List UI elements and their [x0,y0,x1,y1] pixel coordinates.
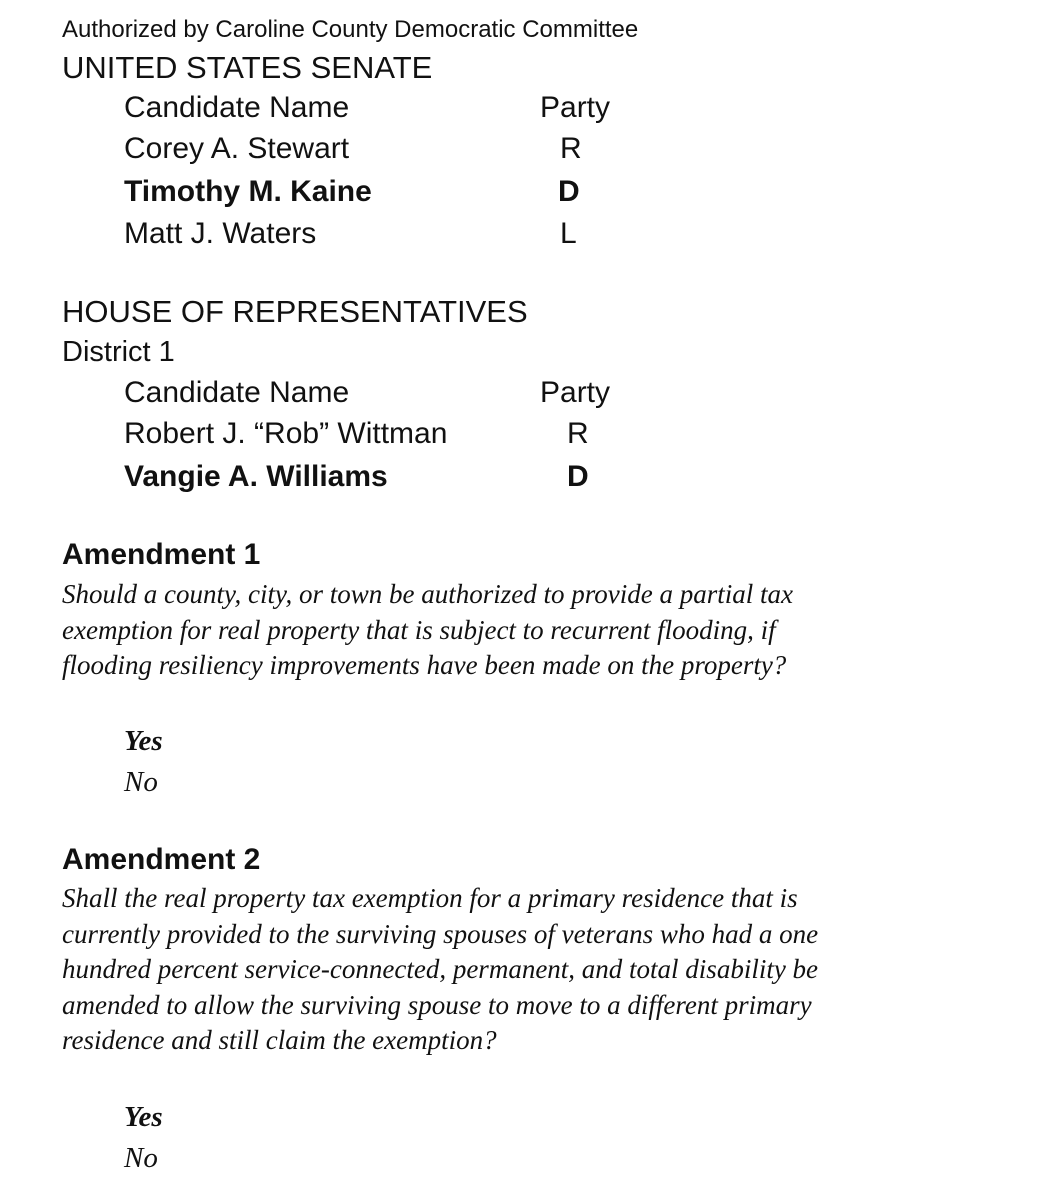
question-line: residence and still claim the exemption? [62,1025,497,1055]
amendment-2-question [62,881,942,1059]
amendment-1-option-no: No [124,766,158,798]
house-candidate-party-endorsed: D [567,460,589,493]
house-candidate-name-endorsed: Vangie A. Williams [124,460,388,493]
senate-header-party: Party [540,91,611,124]
amendment-2-title: Amendment 2 [62,843,261,876]
senate-candidate-party: L [560,217,577,250]
senate-candidate-name: Corey A. Stewart [124,132,350,165]
house-district: District 1 [62,336,175,368]
amendment-1-title: Amendment 1 [62,538,261,571]
question-line: hundred percent service-connected, permanent, and total disability be [62,954,819,984]
senate-candidate-name: Matt J. Waters [124,217,317,250]
question-line: Should a county, city, or town be authorized to provide a partial tax [62,579,793,609]
question-line: Shall the real property tax exemption for a primary residence that is [62,883,798,913]
amendment-2-option-yes-endorsed: Yes [124,1101,163,1133]
senate-title: UNITED STATES SENATE [62,50,433,85]
authorization-line: Authorized by Caroline County Democratic Committee [62,16,639,43]
question-line: exemption for real property that is subject to recurrent flooding, if [62,614,776,645]
senate-candidate-party: R [560,132,582,165]
house-header-party: Party [540,376,611,409]
question-line: amended to allow the surviving spouse to move to a different primary [62,989,812,1020]
question-line: flooding resiliency improvements have been made on the property? [62,650,787,680]
amendment-2-option-no: No [124,1142,158,1174]
house-candidate-name: Robert J. “Rob” Wittman [124,417,448,450]
senate-header-name: Candidate Name [124,91,350,124]
question-line: currently provided to the surviving spouses of veterans who had a one [62,918,819,949]
house-header-name: Candidate Name [124,376,350,409]
senate-candidate-name-endorsed: Timothy M. Kaine [124,175,372,208]
house-candidate-party: R [567,417,589,450]
senate-candidate-party-endorsed: D [558,175,580,208]
amendment-1-question [62,577,942,684]
amendment-1-option-yes-endorsed: Yes [124,725,163,757]
house-title: HOUSE OF REPRESENTATIVES [62,294,528,329]
